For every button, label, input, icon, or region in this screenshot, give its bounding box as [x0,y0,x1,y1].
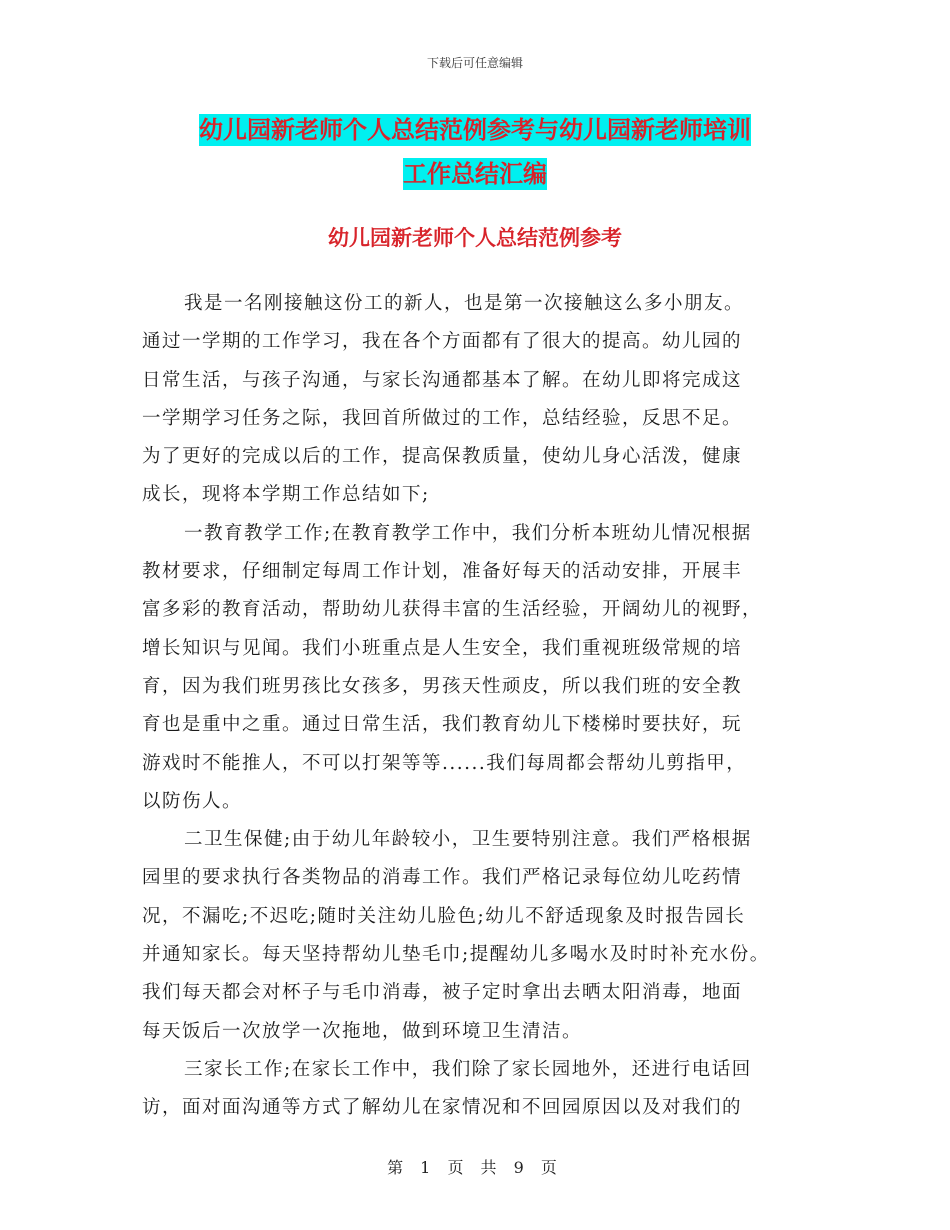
paragraph-health [142,821,812,1051]
paragraph-line: 三家长工作;在家长工作中，我们除了家长园地外，还进行电话回 [184,1058,752,1080]
paragraph-line: 二卫生保健;由于幼儿年龄较小，卫生要特别注意。我们严格根据 [184,829,752,851]
paragraph-line: 访，面对面沟通等方式了解幼儿在家情况和不回园原因以及对我们的 [142,1097,743,1119]
paragraph-education [142,515,812,821]
body-text [142,285,812,1128]
document-title-line-2: 工作总结汇编 [403,160,547,188]
paragraph-line: 游戏时不能推人，不可以打架等等......我们每周都会帮幼儿剪指甲， [142,752,747,774]
paragraph-line: 育也是重中之重。通过日常生活，我们教育幼儿下楼梯时要扶好，玩 [142,714,743,736]
paragraph-parents [142,1051,812,1128]
paragraph-line: 园里的要求执行各类物品的消毒工作。我们严格记录每位幼儿吃药情 [142,867,743,889]
paragraph-line: 日常生活，与孩子沟通，与家长沟通都基本了解。在幼儿即将完成这 [142,369,743,391]
paragraph-line: 为了更好的完成以后的工作，提高保教质量，使幼儿身心活泼，健康 [142,446,743,468]
paragraph-line: 我是一名刚接触这份工的新人，也是第一次接触这么多小朋友。 [184,293,745,314]
paragraph-intro [142,285,812,515]
paragraph-line: 增长知识与见闻。我们小班重点是人生安全，我们重视班级常规的培 [142,637,743,659]
paragraph-line: 教材要求，仔细制定每周工作计划，准备好每天的活动安排，开展丰 [142,561,743,583]
paragraph-line: 我们每天都会对杯子与毛巾消毒，被子定时拿出去晒太阳消毒，地面 [142,982,743,1004]
paragraph-line: 通过一学期的工作学习，我在各个方面都有了很大的提高。幼儿园的 [142,331,743,353]
page-footer: 第 1 页 共 9 页 [387,1158,563,1177]
section-title: 幼儿园新老师个人总结范例参考 [328,226,622,250]
paragraph-line: 并通知家长。每天坚持帮幼儿垫毛巾;提醒幼儿多喝水及时时补充水份。 [142,944,770,966]
document-title [120,108,830,196]
paragraph-line: 一学期学习任务之际，我回首所做过的工作，总结经验，反思不足。 [142,407,743,429]
paragraph-line: 每天饭后一次放学一次拖地，做到环境卫生清洁。 [142,1020,583,1042]
paragraph-line: 成长，现将本学期工作总结如下; [142,484,430,506]
paragraph-line: 富多彩的教育活动，帮助幼儿获得丰富的生活经验，开阔幼儿的视野， [142,599,763,621]
header-note: 下载后可任意编辑 [426,56,523,70]
paragraph-line: 以防伤人。 [142,790,243,812]
paragraph-line: 况，不漏吃;不迟吃;随时关注幼儿脸色;幼儿不舒适现象及时报告园长 [142,905,746,927]
paragraph-line: 育，因为我们班男孩比女孩多，男孩天性顽皮，所以我们班的安全教 [142,675,743,697]
paragraph-line: 一教育教学工作;在教育教学工作中，我们分析本班幼儿情况根据 [184,522,752,544]
document-title-line-1: 幼儿园新老师个人总结范例参考与幼儿园新老师培训 [199,116,751,144]
